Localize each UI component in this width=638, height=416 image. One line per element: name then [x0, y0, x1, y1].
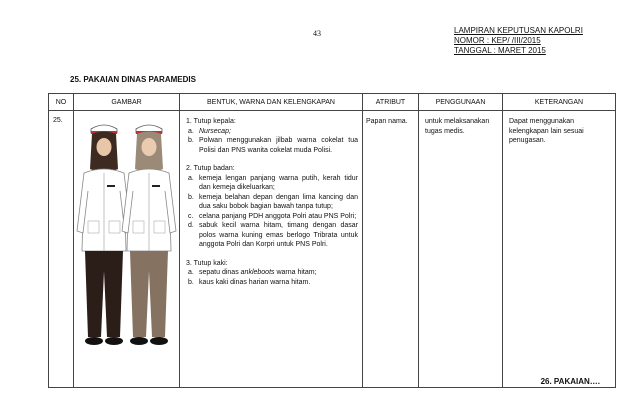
- item-text: Polwan menggunakan jilbab warna cokelat tua Polisi dan PNS wanita cokelat muda Polisi.: [199, 137, 358, 154]
- item-label: b.: [188, 193, 194, 201]
- item-label: b.: [188, 278, 194, 286]
- item-text: kemeja belahan depan dengan lima kancing dan dua saku bobok bagian bawah tanpa tutup;: [199, 193, 358, 210]
- header-line-2: NOMOR : KEP/ /III/2015: [454, 36, 541, 45]
- header-line-3: TANGGAL : MARET 2015: [454, 46, 546, 55]
- item-label: a.: [188, 127, 194, 135]
- section-tutup-kepala: [186, 117, 358, 155]
- item-text: kemeja lengan panjang warna putih, kerah tidur dan kemeja dikeluarkan;: [199, 174, 358, 191]
- cell-no: [49, 111, 74, 388]
- figure-polwan-dark: [77, 125, 131, 345]
- cell-bentuk: [180, 111, 363, 388]
- page-number: 43: [313, 29, 321, 38]
- table-row: [49, 111, 616, 388]
- cell-gambar: [74, 111, 180, 388]
- list-item: [186, 193, 358, 212]
- item-label: a.: [188, 174, 194, 182]
- section-title-3: 3. Tutup kaki:: [186, 259, 228, 267]
- item-text: kaus kaki dinas harian warna hitam.: [199, 278, 311, 286]
- section-title-2: 2. Tutup badan:: [186, 165, 235, 172]
- cell-penggunaan: [419, 111, 503, 388]
- list-item: [186, 268, 358, 278]
- list-item: [186, 174, 358, 193]
- header-gambar: GAMBAR: [74, 94, 180, 111]
- trousers-dark: [85, 251, 123, 337]
- item-text: Nursecap;: [199, 127, 231, 135]
- keterangan-text: Dapat menggunakan kelengkapan lain sesuai penugasan.: [509, 118, 584, 144]
- header-penggunaan: PENGGUNAAN: [419, 94, 503, 111]
- item-text: sabuk kecil warna hitam, timang dengan dasar polos warna kuning emas berlogo Tribrata untuk anggota Polri dan Korpri untuk PNS Polri.: [199, 222, 358, 248]
- cell-keterangan: [503, 111, 616, 388]
- header-no: NO: [49, 94, 74, 111]
- header-bentuk: BENTUK, WARNA DAN KELENGKAPAN: [180, 94, 363, 111]
- header-line-1: LAMPIRAN KEPUTUSAN KAPOLRI: [454, 26, 583, 35]
- penggunaan-text: untuk melaksanakan tugas medis.: [425, 118, 490, 135]
- list-item: [186, 127, 358, 137]
- uniform-table: [48, 93, 616, 388]
- header-keterangan: KETERANGAN: [503, 94, 616, 111]
- atribut-text: Papan nama.: [366, 118, 408, 125]
- section-title-1: 1. Tutup kepala:: [186, 118, 236, 125]
- section-tutup-badan: [186, 164, 358, 250]
- row-number: 25.: [53, 117, 63, 124]
- uniform-illustration: [74, 111, 179, 351]
- list-item: [186, 278, 358, 288]
- figure-pns-light: [122, 125, 176, 345]
- list-item: [186, 212, 358, 222]
- item-text: sepatu dinas ankleboots warna hitam;: [199, 269, 317, 276]
- header-atribut: ATRIBUT: [363, 94, 419, 111]
- item-label: c.: [188, 212, 194, 220]
- item-label: b.: [188, 137, 194, 144]
- header-nomor: [454, 36, 541, 46]
- cell-atribut: [363, 111, 419, 388]
- table-header-row: [49, 94, 616, 111]
- next-section-footer: 26. PAKAIAN….: [540, 377, 600, 386]
- item-text: celana panjang PDH anggota Polri atau PNS Polri;: [199, 212, 357, 220]
- section-tutup-kaki: [186, 259, 358, 288]
- header-lampiran: [454, 26, 583, 36]
- list-item: [186, 221, 358, 250]
- list-item: [186, 136, 358, 155]
- item-label: a.: [188, 269, 194, 276]
- section-title: 25. PAKAIAN DINAS PARAMEDIS: [70, 75, 196, 84]
- header-tanggal: [454, 46, 546, 56]
- item-label: d.: [188, 222, 194, 229]
- trousers-light: [130, 251, 168, 337]
